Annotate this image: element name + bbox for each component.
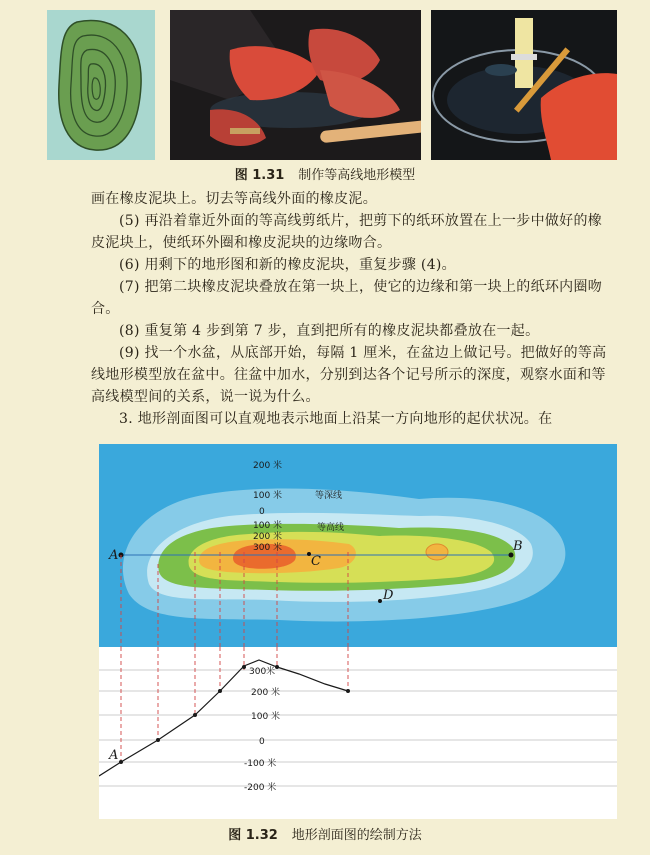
label-a: A	[109, 548, 119, 563]
small-hill	[426, 544, 448, 560]
label-c: C	[311, 554, 321, 569]
height-200-label: 200 米	[253, 532, 283, 542]
profile-300-label: 300米	[249, 667, 276, 677]
figure-131-caption	[0, 164, 650, 183]
profile-100-label: 100 米	[251, 712, 281, 722]
label-d: D	[383, 588, 394, 603]
profile-200-label: 200 米	[251, 688, 281, 698]
depth-200-label: 200 米	[253, 461, 283, 471]
profile-label-a: A	[109, 748, 119, 763]
depth-100-label: 100 米	[253, 491, 283, 501]
point-d	[378, 599, 382, 603]
profile-diagram	[99, 444, 617, 819]
figure-132-caption	[0, 824, 650, 843]
water-basin-photo	[431, 10, 617, 160]
profile-panel	[99, 647, 617, 819]
profile-0-label: 0	[259, 737, 265, 747]
paragraph-7: 3. 地形剖面图可以直观地表示地面上沿某一方向地形的起伏状况。在	[119, 411, 553, 427]
paragraph-6: (9) 找一个水盆，从底部开始，每隔 1 厘米，在盆边上做记号。把做好的等高线地形模型放在盆中。往盆中加水，分别到达各个记号所示的深度，观察水面和等高线模型间的关系，说一说为什么。	[91, 345, 607, 405]
sea-level-label: 0	[259, 507, 265, 517]
height-100-label: 100 米	[253, 521, 283, 531]
figure-132-number: 图 1.32	[228, 828, 278, 843]
figure-131-number: 图 1.31	[234, 168, 285, 183]
paragraph-4: (7) 把第二块橡皮泥块叠放在第一块上，使它的边缘和第一块上的纸环内圈吻合。	[91, 279, 603, 317]
contour-map-photo	[47, 10, 155, 160]
paragraph-2: (5) 再沿着靠近外面的等高线剪纸片，把剪下的纸环放置在上一步中做好的橡皮泥块上，使纸环外圈和橡皮泥块的边缘吻合。	[91, 213, 603, 251]
clay-modeling-photo	[170, 10, 421, 160]
label-b: B	[513, 539, 523, 554]
figure-131-title: 制作等高线地形模型	[298, 168, 416, 183]
profile-neg200-label: -200 米	[244, 783, 277, 793]
paragraph-3: (6) 用剩下的地形图和新的橡皮泥块，重复步骤 (4)。	[119, 257, 456, 273]
paragraph-1: 画在橡皮泥块上。切去等高线外面的橡皮泥。	[91, 191, 377, 207]
height-300-label: 300 米	[253, 543, 283, 553]
isobath-label: 等深线	[315, 491, 343, 501]
body-text	[91, 188, 609, 430]
figure-132-title: 地形剖面图的绘制方法	[291, 828, 422, 843]
paragraph-5: (8) 重复第 4 步到第 7 步，直到把所有的橡皮泥块都叠放在一起。	[119, 323, 540, 339]
profile-neg100-label: -100 米	[244, 759, 277, 769]
contour-label: 等高线	[317, 523, 345, 533]
